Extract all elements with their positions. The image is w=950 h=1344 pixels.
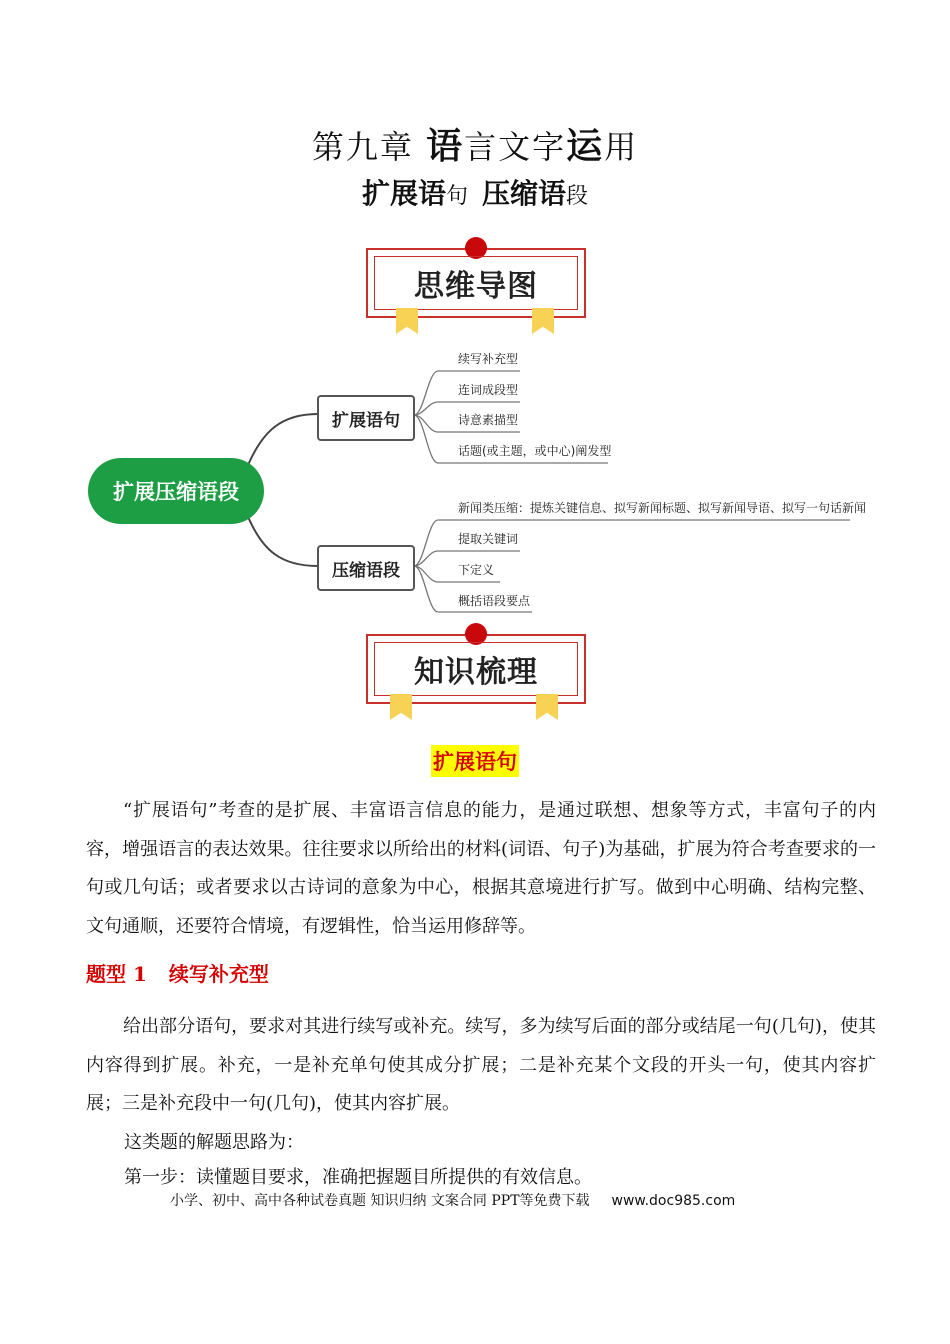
mindmap-central-node: 扩展压缩语段 [88, 458, 264, 524]
footer-text: 小学、初中、高中各种试卷真题 知识归纳 文案合同 PPT等免费下载 [170, 1193, 590, 1209]
mindmap-leaf: 新闻类压缩：提炼关键信息、拟写新闻标题、拟写新闻导语、拟写一句话新闻 [458, 501, 867, 515]
approach-line: 这类题的解题思路为： [124, 1132, 304, 1153]
mindmap-banner-label: 思维导图 [374, 256, 578, 310]
title-char-big: 运 [566, 126, 605, 167]
footer-url: www.doc985.com [611, 1193, 736, 1209]
title-char-big: 语 [426, 126, 465, 167]
subtitle-part: 扩展语 [361, 177, 446, 210]
subtitle-part: 压缩语 [482, 177, 567, 210]
section-title [0, 745, 950, 777]
knowledge-banner-label: 知识梳理 [374, 642, 578, 696]
type-label: 题型 1 [86, 962, 147, 986]
mindmap-leaf: 概括语段要点 [458, 594, 531, 608]
mindmap-leaf: 续写补充型 [458, 352, 519, 366]
connector-line [246, 512, 318, 566]
type-description: 给出部分语句，要求对其进行续写或补充。续写，多为续写后面的部分或结尾一句(几句)，使其内容得到扩展。补充，一是补充单句使其成分扩展；二是补充某个文段的开头一句，使其内容扩展；三是补充段中一句(几句)，使其内容扩展。 [86, 1016, 876, 1114]
type-name: 续写补充型 [168, 962, 269, 986]
section-title-label: 扩展语句 [431, 745, 519, 777]
mindmap-branch-compress: 压缩语段 [317, 545, 415, 591]
mindmap-leaf: 连词成段型 [458, 383, 519, 397]
mindmap-leaf: 话题(或主题，或中心)阐发型 [458, 444, 612, 458]
subtitle-part: 句 [445, 184, 468, 209]
footer [170, 1190, 735, 1210]
mindmap-leaf: 提取关键词 [458, 532, 519, 546]
chapter-number: 第九章 [311, 128, 414, 166]
mindmap-leaf: 诗意素描型 [458, 413, 519, 427]
title-text: 用 [604, 128, 639, 166]
type-heading [86, 958, 269, 987]
step-line: 第一步：读懂题目要求，准确把握题目所提供的有效信息。 [124, 1167, 592, 1188]
knowledge-banner [366, 634, 586, 704]
title-text: 言文字 [464, 128, 567, 166]
mindmap-branch-expand: 扩展语句 [317, 395, 415, 441]
mindmap-leaf: 下定义 [458, 563, 495, 577]
subtitle-part: 段 [566, 184, 589, 209]
connector-line [246, 414, 318, 470]
section-intro: “扩展语句”考查的是扩展、丰富语言信息的能力，是通过联想、想象等方式，丰富句子的内容，增强语言的表达效果。往往要求以所给出的材料(词语、句子)为基础，扩展为符合考查要求的一句或几句话；或者要求以古诗词的意象为中心，根据其意境进行扩写。做到中心明确、结构完整、文句通顺，还要符合情境，有逻辑性，恰当运用修辞等。 [86, 800, 876, 937]
